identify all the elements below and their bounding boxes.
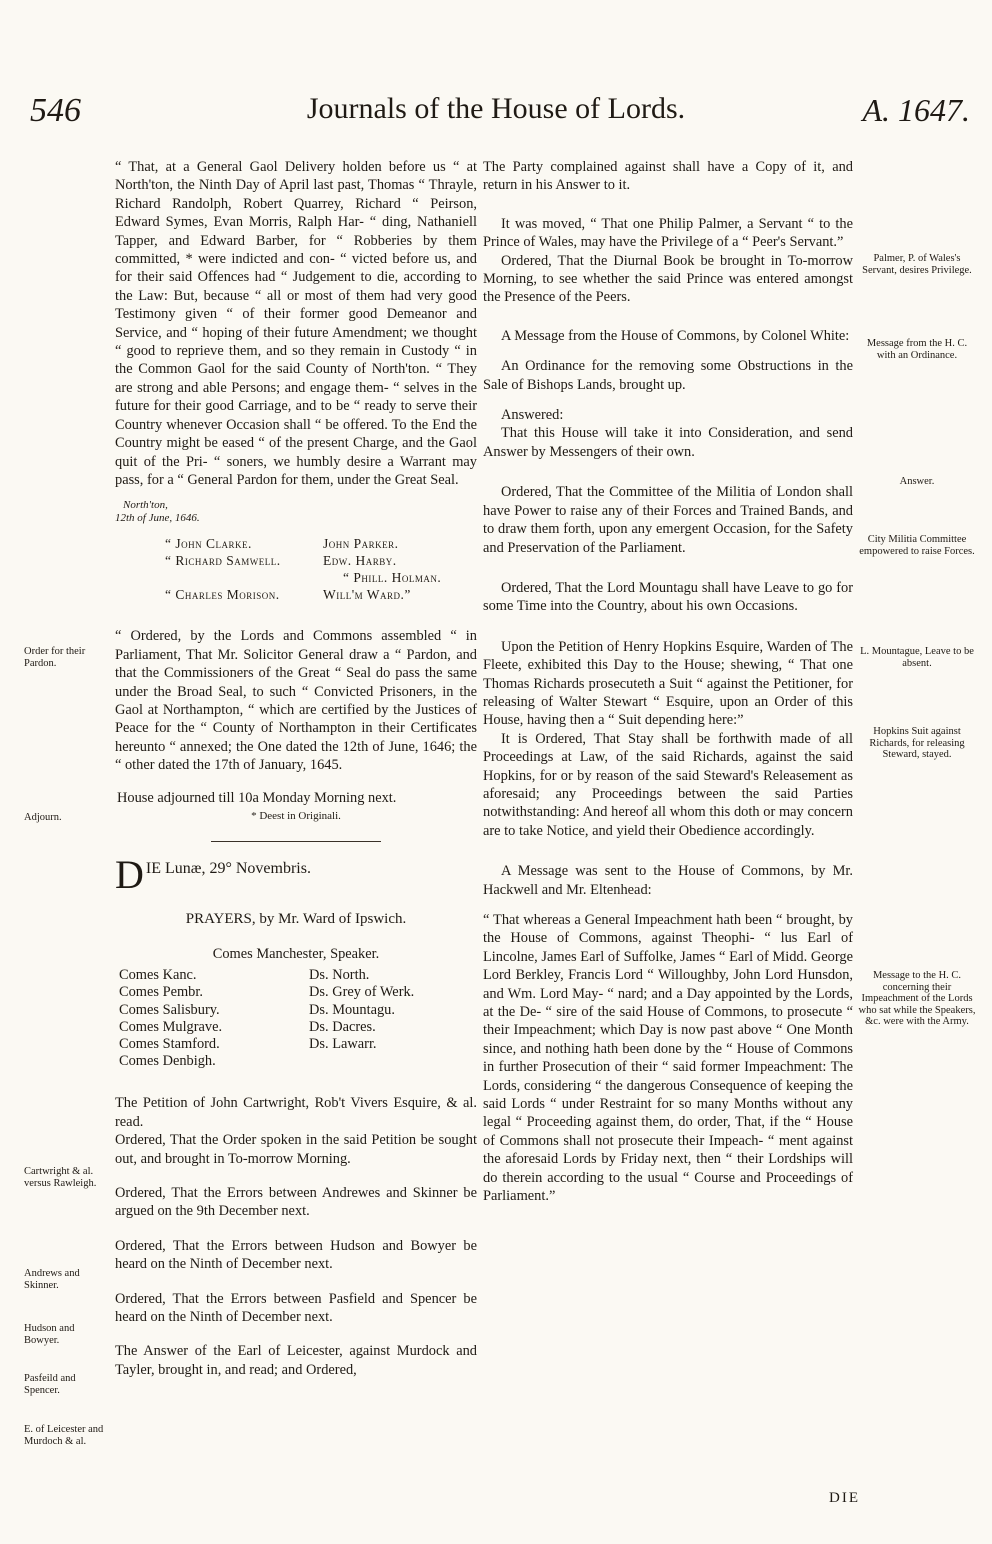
journal-title: Journals of the House of Lords. bbox=[306, 92, 686, 125]
peers-column-comes bbox=[115, 967, 309, 1070]
peer-name: Comes Salisbury. bbox=[119, 1001, 220, 1018]
left-column bbox=[115, 158, 477, 1379]
signature: Edw. Harby. bbox=[323, 553, 397, 569]
margin-note: Pasfeild and Spencer. bbox=[24, 1373, 76, 1396]
margin-note: Palmer, P. of Wales's Servant, desires Privilege. bbox=[862, 253, 972, 276]
deest-note: * Deest in Originali. bbox=[251, 809, 341, 822]
order-pardon-text: “ Ordered, by the Lords and Commons assembled “ in Parliament, That Mr. Solicitor General draw a “ Pardon, and that the Commissioners of the Great “ Seal do pass the same under the Broad Seal, to such “ Convicted Prisoners, in the Gaol at Northampton, “ which are certified by the Justices of Peace for the “ County of Northampton in their Certificates hereunto “ annexed; the One dated the 12th of June, 1646; the “ other dated the 17th of January, 1645. bbox=[115, 628, 477, 774]
hopkins-petition: Upon the Petition of Henry Hopkins Esquire, Warden of The Fleete, exhibited this Day to the House; shewing, “ That one Thomas Richards prosecuteth a Suit “ against the Petitioner, for releasing of Walter Stewart “ Esquire, upon an Order of this House, having then a “ Suit depending here:” bbox=[483, 638, 853, 729]
peer-name: Ds. North. bbox=[309, 967, 370, 984]
margin-note: Message to the H. C. concerning their Impeachment of the Lords who sat while the Speakers, &c. were with the Army. bbox=[858, 970, 976, 1027]
adjourn-text: House adjourned till 10a Monday Morning next. bbox=[117, 789, 397, 806]
impeachment-text: “ That whereas a General Impeachment hath been “ brought, by the House of Commons, against Theophi- “ lus Earl of Lincolne, James Earl of Suffolke, James “ Earl of Midd. George Lord Berkley, Francis Lord “ Willoughby, John Lord Hunsdon, and Wm. Lord May- “ nard; and a Day appointed by the Lords, at the De- “ sire of the said House of Commons, to prosecute “ their Impeachment; which Day is now past above “ One Month since, and nothing hath been done by the “ House of Commons in further Prosecution of their “ said former Impeachment: The Lords, considering “ the dangerous Consequence of keeping the said Lords “ under Restraint for so many Months without any legal “ Proceeding against them, do order, That, if the “ House of Commons shall not prosecute their Impeach- “ ment against the aforesaid Lords by Friday next, then “ their Lordships will do therein according to the usual “ Course and Proceedings of Parliament.” bbox=[483, 912, 853, 1205]
margin-note: Order for their Pardon. bbox=[24, 646, 86, 669]
speaker-line: Comes Manchester, Speaker. bbox=[212, 945, 380, 962]
militia-order: Ordered, That the Committee of the Militia of London shall have Power to raise any of their Forces and Trained Bands, and to draw them forth, upon any emergent Occasion, for the Safety and Preservation of the Parliament. bbox=[483, 484, 853, 556]
prayers-line: PRAYERS, by Mr. Ward of Ipswich. bbox=[185, 911, 407, 928]
section-rule bbox=[211, 841, 381, 842]
peer-name: Ds. Grey of Werk. bbox=[309, 984, 415, 1001]
ordinance-text: An Ordinance for the removing some Obstructions in the Sale of Bishops Lands, brought up. bbox=[483, 358, 853, 393]
answered-label: Answered: bbox=[501, 407, 564, 424]
page-number: 546 bbox=[30, 92, 81, 129]
peers-present bbox=[115, 967, 477, 1070]
margin-note: Answer. bbox=[899, 476, 935, 487]
dateline-date: 12th of June, 1646. bbox=[115, 512, 200, 525]
palmer-motion: It was moved, “ That one Philip Palmer, a Servant “ to the Prince of Wales, may have the Privilege of a “ Peer's Servant.” bbox=[483, 215, 853, 251]
peer-name: Ds. Lawarr. bbox=[309, 1036, 377, 1052]
margin-note: E. of Leicester and Murdoch & al. bbox=[24, 1424, 104, 1447]
catchword: DIE bbox=[829, 1490, 860, 1506]
dateline bbox=[115, 499, 477, 525]
die-heading bbox=[115, 852, 477, 898]
cartwright-order: Ordered, That the Order spoken in the said Petition be sought out, and brought in To-morrow Morning. bbox=[115, 1132, 477, 1167]
message-sent: A Message was sent to the House of Commons, by Mr. Hackwell and Mr. Eltenhead: bbox=[483, 863, 853, 898]
leicester-answer: The Answer of the Earl of Leicester, against Murdock and Tayler, brought in, and read; and Ordered, bbox=[115, 1343, 477, 1378]
signature: John Parker. bbox=[323, 536, 399, 552]
message-commons: A Message from the House of Commons, by Colonel White: bbox=[501, 327, 850, 344]
die-date: IE Lunæ, 29° Novembris. bbox=[145, 860, 311, 878]
signature: “ John Clarke. bbox=[165, 536, 252, 552]
hudson-order: Ordered, That the Errors between Hudson and Bowyer be heard on the Ninth of December next. bbox=[115, 1237, 477, 1273]
margin-note: Hudson and Bowyer. bbox=[24, 1323, 75, 1346]
peer-name: Comes Pembr. bbox=[119, 984, 203, 1001]
mountagu-order: Ordered, That the Lord Mountagu shall have Leave to go for some Time into the Country, about his own Occasions. bbox=[483, 579, 853, 615]
signature: “ Charles Morison. bbox=[165, 587, 280, 603]
page-header bbox=[0, 82, 992, 140]
page-year: A. 1647. bbox=[862, 92, 970, 128]
dateline-place: North'ton, bbox=[123, 499, 168, 512]
palmer-order: Ordered, That the Diurnal Book be brought in To-morrow Morning, to see whether the said Prince was entered amongst the Presence of the Peers. bbox=[483, 252, 853, 306]
margin-note: Message from the H. C. with an Ordinance. bbox=[866, 338, 968, 361]
right-column bbox=[483, 158, 853, 1206]
pasfeild-order: Ordered, That the Errors between Pasfield and Spencer be heard on the Ninth of December next. bbox=[115, 1290, 477, 1326]
signature: “ Richard Samwell. bbox=[165, 553, 281, 569]
petition-text: “ That, at a General Gaol Delivery holden before us “ at North'ton, the Ninth Day of April last past, Thomas “ Thrayle, Richard Randolph, Robert Quarrey, Richard “ Peirson, Edward Symes, Evan Morris, Ralph Har- “ ding, Nathaniell Tapper, and Edward Barber, for “ Robberies by them committed, * were indicted and con- “ victed before us, and for their said Offences had “ Judgement to die, according to the Law: But, because “ all or most of them had very good Testimony given “ of their former good Demeanor and Service, and “ hoping of their future Amendment; we thought “ good to reprieve them, and so they remain in Custody “ in the Common Gaol for the said County of North'ton. “ They are strong and able Persons; and engage them- “ selves in the future for their good Carriage, and to be “ ready to serve their Country whenever Occasion shall “ be offered. To the End the Country might be eased “ of the present Charge, and the Gaol quit of the Pri- “ soners, we humbly desire a Warrant may pass, for a “ General Pardon for them, under the Great Seal. bbox=[115, 159, 477, 488]
peer-name: Comes Mulgrave. bbox=[119, 1018, 223, 1035]
margin-note: Hopkins Suit against Richards, for releasing Steward, stayed. bbox=[869, 726, 965, 760]
peer-name: Comes Stamford. bbox=[119, 1036, 220, 1052]
margin-note: Cartwright & al. versus Rawleigh. bbox=[24, 1166, 97, 1189]
andrews-order: Ordered, That the Errors between Andrewes and Skinner be argued on the 9th December next. bbox=[115, 1185, 477, 1220]
signatures bbox=[115, 535, 477, 603]
margin-note: Andrews and Skinner. bbox=[24, 1268, 80, 1291]
signature: Will'm Ward.” bbox=[323, 587, 411, 603]
hopkins-order: It is Ordered, That Stay shall be forthwith made of all Proceedings at Law, of the said Richards, against the said Hopkins, for or by reason of the said Steward's Releasement as aforesaid; any Proceedings between the said Parties notwithstanding: And hereof all whom this doth or may concern are to take Notice, and yield their Obedience accordingly. bbox=[483, 730, 853, 839]
drop-cap: D bbox=[115, 852, 144, 898]
peer-name: Ds. Mountagu. bbox=[309, 1001, 395, 1018]
peer-name: Ds. Dacres. bbox=[309, 1018, 376, 1035]
peer-name: Comes Denbigh. bbox=[119, 1053, 216, 1070]
margin-note: Adjourn. bbox=[24, 812, 62, 823]
peers-column-ds bbox=[309, 967, 469, 1070]
answer-text: That this House will take it into Consideration, and send Answer by Messengers of their own. bbox=[483, 425, 853, 460]
margin-note: L. Mountague, Leave to be absent. bbox=[860, 646, 974, 669]
margin-note: City Militia Committee empowered to raise Forces. bbox=[859, 534, 975, 557]
cartwright-petition: The Petition of John Cartwright, Rob't Vivers Esquire, & al. read. bbox=[115, 1095, 477, 1130]
signature: “ Phill. Holman. bbox=[343, 570, 442, 586]
peer-name: Comes Kanc. bbox=[119, 967, 197, 984]
continued-text: The Party complained against shall have a Copy of it, and return in his Answer to it. bbox=[483, 159, 853, 194]
